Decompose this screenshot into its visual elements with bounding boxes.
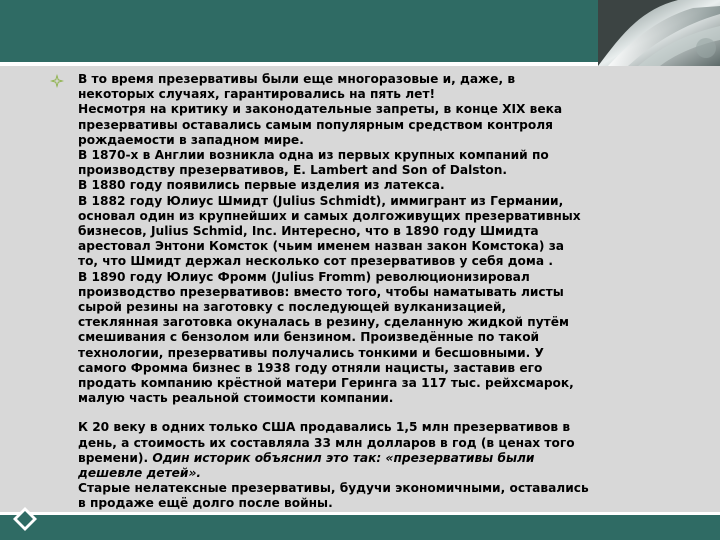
corner-decoration-image	[598, 0, 720, 66]
historian-quote: Один историк объяснил это так: «презервативы были дешевле детей».	[78, 450, 535, 481]
four-point-star-icon	[50, 74, 64, 88]
paragraph-spacer	[78, 406, 674, 420]
footer-band	[0, 515, 720, 540]
diamond-icon	[12, 506, 38, 532]
slide-text	[78, 72, 674, 512]
usa-paragraph-tail: Старые нелатексные презервативы, будучи экономичными, оставались в продаже ещё долго после войны.	[78, 481, 589, 511]
usa-paragraph-text: К 20 веку в одних только США продавались 1,5 млн презервативов в день, а стоимость их составляла 33 млн долларов в год (в ценах того времени).	[78, 420, 575, 465]
history-paragraph: В то время презервативы были еще многоразовые и, даже, в некоторых случаях, гарантировались на пять лет! Несмотря на критику и законодательные запреты, в конце XIX века презервативы оставались самым популярным средством контроля рождаемости в западном мире. В 1870-х в Англии возникла одна из первых крупных компаний по производству презервативов, E. Lambert and Son of Dalston. В 1880 году появились первые изделия из латекса. В 1882 году Юлиус Шмидт (Julius Schmidt), иммигрант из Германии, основал один из крупнейших и самых долгоживущих презервативных бизнесов, Julius Schmid, Inc. Интересно, что в 1890 году Шмидта арестовал Энтони Комсток (чьим именем назван закон Комстока) за то, что Шмидт держал несколько сот презервативов у себя дома . В 1890 году Юлиус Фромм (Julius Fromm) революционизировал производство презервативов: вместо того, чтобы наматывать листы сырой резины на заготовку с последующей вулканизацией, стеклянная заготовка окуналась в резину, сделанную жидкой путём смешивания с бензолом или бензином. Произведённые по такой технологии, презервативы получались тонкими и бесшовными. У самого Фромма бизнес в 1938 году отняли нацисты, заставив его продать компанию крёстной матери Геринга за 117 тыс. рейхсмарок, малую часть реальной стоимости компании.	[78, 72, 581, 406]
usa-paragraph	[78, 420, 674, 511]
